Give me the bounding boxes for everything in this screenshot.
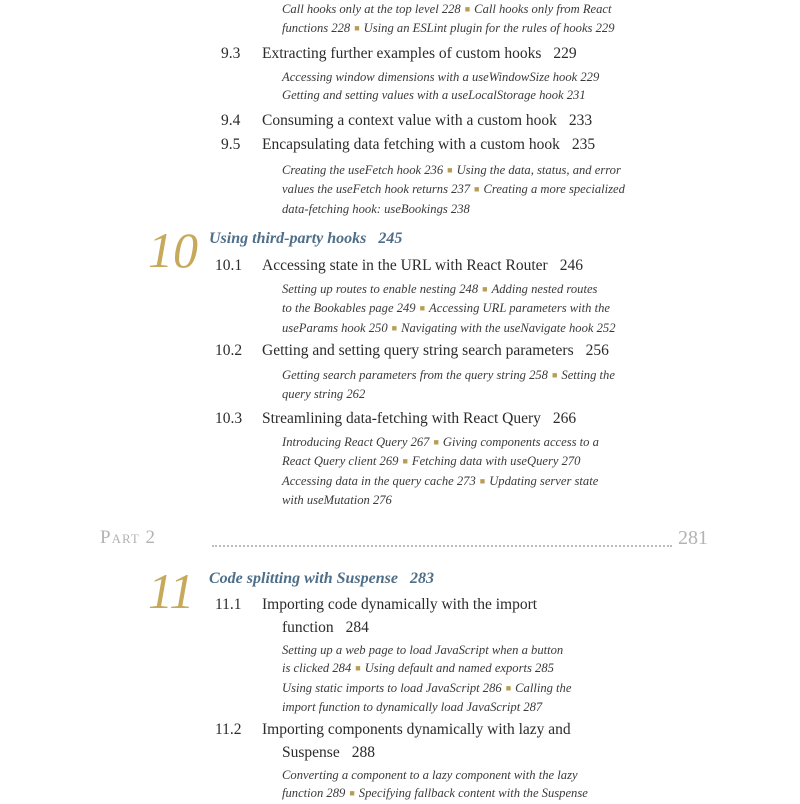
section-title-text: Importing code dynamically with the import (262, 596, 538, 613)
subtopic-text: Setting the (561, 368, 615, 382)
subtopic-text: useParams hook 250 (282, 320, 388, 335)
subtopic-text: functions 228 (282, 21, 351, 36)
subtopic-line (282, 641, 712, 659)
section-page: 233 (568, 112, 593, 129)
subtopic-text: Call hooks only at the top level 228 (282, 2, 461, 16)
subtopic-text: Specifying fallback content with the Suspense (358, 786, 588, 801)
subtopic-text: import function to dynamically load JavaScript 287 (282, 699, 543, 714)
subtopics-9-5 (282, 161, 712, 218)
subtopic-text: with useMutation 276 (282, 492, 392, 507)
subtopic-text: data-fetching hook: useBookings 238 (282, 201, 470, 216)
section-title-text: Encapsulating data fetching with a custom hook (262, 136, 560, 153)
section-number: 10.1 (215, 257, 243, 274)
section-title[interactable] (262, 136, 595, 154)
chapter-title-text: Code splitting with Suspense (209, 570, 398, 587)
subtopic-line (282, 659, 712, 678)
section-title-text: Extracting further examples of custom hooks (262, 45, 542, 62)
subtopic-line (282, 86, 712, 104)
subtopic-line (282, 698, 712, 716)
section-page: 266 (552, 410, 577, 427)
section-page: 284 (345, 619, 369, 636)
subtopic-line (282, 19, 712, 38)
subtopic-line (282, 366, 712, 385)
bullet-separator: ■ (464, 4, 471, 14)
subtopic-line (282, 766, 712, 784)
subtopic-line (282, 472, 712, 491)
section-title-text: Accessing state in the URL with React Router (262, 257, 548, 274)
bullet-separator: ■ (482, 284, 488, 294)
section-title[interactable] (262, 596, 537, 614)
section-number: 11.2 (215, 721, 242, 738)
subtopic-line (282, 161, 712, 180)
subtopic-text: function 289 (282, 786, 346, 801)
section-title-text: Importing components dynamically with lazy and (262, 721, 571, 738)
part-label: Part 2 (100, 527, 157, 548)
part-leader-dots (212, 545, 672, 547)
subtopic-text: Adding nested routes (491, 282, 598, 296)
subtopic-text: query string 262 (282, 387, 366, 402)
subtopic-line (282, 68, 712, 86)
subtopics-10-2 (282, 366, 712, 404)
section-number: 10.3 (215, 410, 243, 427)
subtopic-line (282, 385, 712, 403)
section-page: 235 (571, 136, 596, 153)
subtopic-text: Creating a more specialized (483, 182, 625, 197)
bullet-separator: ■ (355, 663, 361, 674)
subtopic-text: Accessing window dimensions with a useWindowSize hook 229 (282, 70, 600, 84)
subtopic-text: Setting up routes to enable nesting 248 (282, 282, 479, 296)
bullet-separator: ■ (349, 788, 355, 799)
subtopics-11-2 (282, 766, 712, 804)
section-title[interactable] (262, 45, 577, 63)
subtopic-text: values the useFetch hook returns 237 (282, 182, 471, 197)
subtopic-text: Getting and setting values with a useLocalStorage hook 231 (282, 88, 586, 103)
section-title[interactable] (262, 257, 583, 275)
bullet-separator: ■ (402, 456, 408, 467)
section-title[interactable] (262, 112, 592, 130)
subtopic-line (282, 280, 712, 299)
section-number: 9.4 (221, 112, 241, 129)
subtopic-text: Setting up a web page to load JavaScript when a button (282, 643, 564, 657)
subtopic-text: Giving components access to a (442, 435, 599, 449)
bullet-separator: ■ (447, 165, 453, 175)
subtopic-text: to the Bookables page 249 (282, 301, 416, 316)
subtopics-11-1 (282, 641, 712, 716)
section-title[interactable] (262, 721, 571, 739)
part-page: 281 (678, 527, 708, 549)
subtopic-text: Fetching data with useQuery 270 (411, 454, 581, 469)
subtopic-line (282, 200, 712, 218)
bullet-separator: ■ (551, 370, 558, 380)
subtopic-line (282, 319, 712, 338)
chapter-number: 10 (148, 222, 198, 278)
subtopic-text: Calling the (515, 680, 572, 695)
subtopic-line (282, 180, 712, 199)
section-page: 256 (585, 342, 609, 359)
subtopic-text: Accessing URL parameters with the (429, 301, 611, 316)
section-title-text: function (282, 619, 334, 636)
subtopic-text: Accessing data in the query cache 273 (282, 473, 476, 488)
section-number: 11.1 (215, 596, 242, 613)
bullet-separator: ■ (479, 475, 486, 486)
chapter-title[interactable] (209, 570, 434, 588)
bullet-separator: ■ (474, 184, 480, 195)
subtopic-text: Call hooks only from React (474, 2, 612, 16)
subtopic-text: Using the data, status, and error (456, 163, 621, 177)
subtopic-line (282, 0, 712, 19)
subtopic-line (282, 784, 712, 803)
subtopic-line (282, 299, 712, 318)
section-title-text: Streamlining data-fetching with React Query (262, 410, 541, 427)
section-title-continued[interactable] (282, 619, 369, 637)
subtopics-9-3 (282, 68, 712, 105)
section-number: 9.5 (221, 136, 241, 153)
section-title-text: Suspense (282, 744, 340, 761)
section-title[interactable] (262, 342, 609, 360)
subtopics-10-3 (282, 433, 712, 509)
chapter-title-text: Using third-party hooks (209, 230, 367, 247)
chapter-title[interactable] (209, 230, 402, 248)
chapter-page: 283 (409, 570, 434, 587)
bullet-separator: ■ (505, 682, 512, 693)
section-number: 10.2 (215, 342, 243, 359)
subtopic-text: React Query client 269 (282, 454, 399, 469)
section-page: 246 (559, 257, 583, 274)
subtopic-text: Using static imports to load JavaScript 286 (282, 680, 502, 695)
subtopic-text: Getting search parameters from the query string 258 (282, 368, 548, 382)
bullet-separator: ■ (391, 322, 398, 333)
subtopic-text: Updating server state (489, 473, 599, 488)
subtopic-text: Using default and named exports 285 (364, 661, 554, 676)
subtopic-text: Using an ESLint plugin for the rules of hooks 229 (363, 21, 615, 36)
subtopic-line (282, 452, 712, 471)
subtopic-text: Navigating with the useNavigate hook 252 (401, 320, 616, 335)
bullet-separator: ■ (433, 437, 439, 447)
section-title[interactable] (262, 410, 576, 428)
subtopic-line (282, 433, 712, 452)
bullet-separator: ■ (419, 303, 426, 314)
section-number: 9.3 (221, 45, 241, 62)
subtopic-text: Creating the useFetch hook 236 (282, 163, 444, 177)
chapter-number: 11 (148, 563, 195, 619)
section-title-continued[interactable] (282, 744, 375, 762)
subtopic-text: Converting a component to a lazy component with the lazy (282, 768, 578, 782)
bullet-separator: ■ (354, 23, 360, 34)
subtopic-text: Introducing React Query 267 (282, 435, 430, 449)
section-title-text: Getting and setting query string search parameters (262, 342, 574, 359)
subtopic-line (282, 491, 712, 509)
subtopics-9-2 (282, 0, 712, 39)
section-page: 229 (553, 45, 577, 62)
section-title-text: Consuming a context value with a custom hook (262, 112, 557, 129)
subtopic-line (282, 679, 712, 698)
subtopic-text: is clicked 284 (282, 661, 352, 676)
section-page: 288 (351, 744, 375, 761)
chapter-page: 245 (378, 230, 403, 247)
subtopics-10-1 (282, 280, 712, 338)
